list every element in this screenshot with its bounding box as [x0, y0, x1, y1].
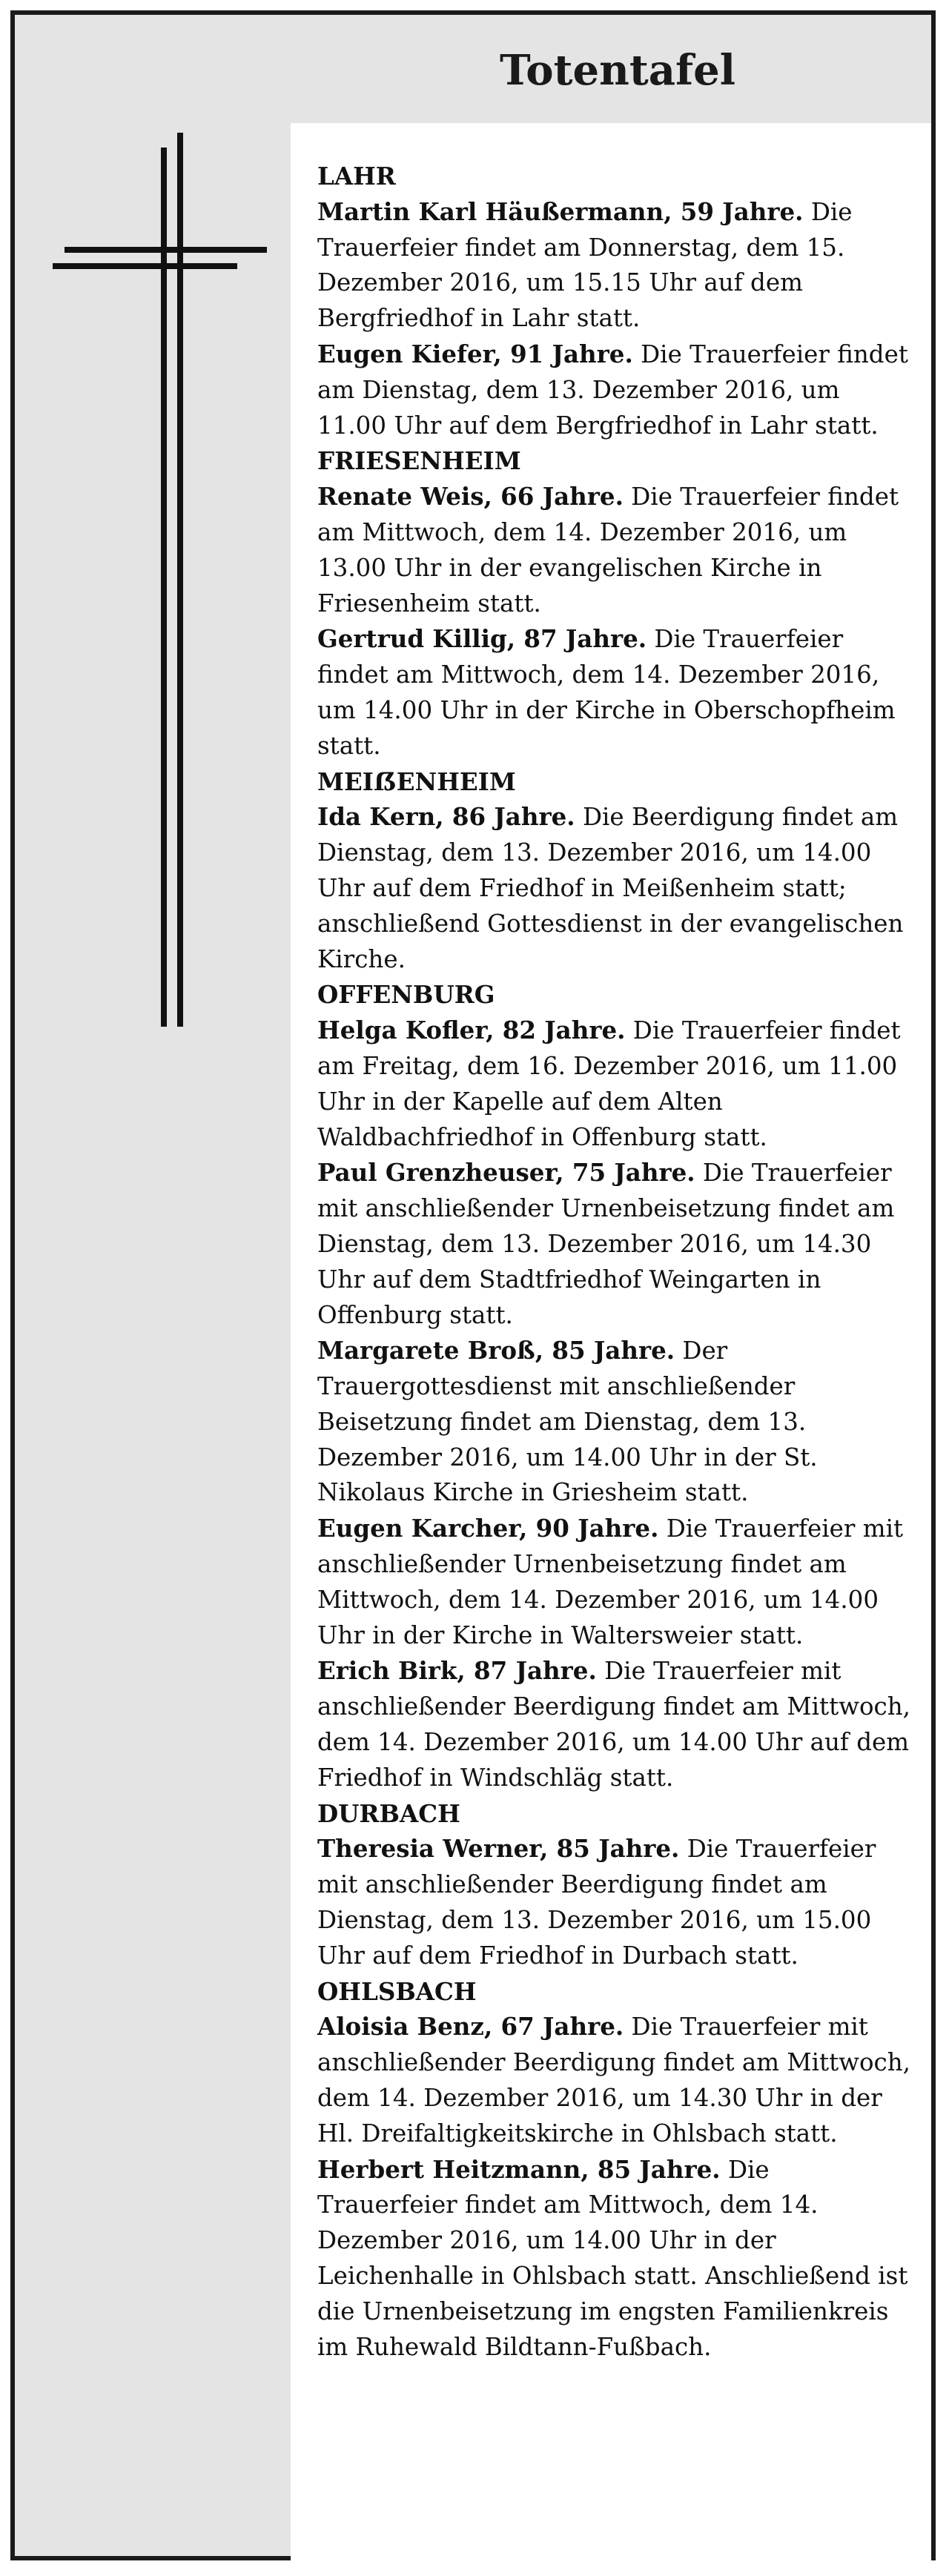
place-heading: LAHR — [317, 162, 396, 191]
entry-text: Die Trauerfeier mit anschließender Beerdigung findet am Mittwoch, dem 14. Dezember 2016, um 14.00 Uhr auf dem Friedhof in Windschläg statt. — [317, 1657, 911, 1792]
deceased-name: Gertrud Killig, 87 Jahre. — [317, 624, 647, 654]
deceased-name: Eugen Kiefer, 91 Jahre. — [317, 339, 633, 368]
place-heading: MEIẞENHEIM — [317, 766, 516, 796]
entry-text: Der Trauergottesdienst mit anschließender Beisetzung findet am Dienstag, dem 13. Dezember 2016, um 14.00 Uhr in der St. Nikolaus Kirche in Griesheim statt. — [317, 1337, 818, 1507]
obituary-entry — [317, 1013, 912, 1155]
entry-text: Die Trauerfeier findet am Mittwoch, dem 14. Dezember 2016, um 14.00 Uhr in der Leichenhalle in Ohlsbach statt. Anschließend ist die Urnenbeisetzung im engsten Familienkreis im Ruhewald Bildtann-Fußbach. — [317, 2155, 908, 2361]
obituary-list — [291, 123, 931, 2560]
deceased-name: Aloisia Benz, 67 Jahre. — [317, 2012, 624, 2042]
entry-text: Die Trauerfeier findet am Donnerstag, dem 15. Dezember 2016, um 15.15 Uhr auf dem Bergfriedhof in Lahr statt. — [317, 197, 853, 333]
deceased-name: Paul Grenzheuser, 75 Jahre. — [317, 1158, 695, 1188]
cross-icon — [49, 122, 271, 1042]
deceased-name: Theresia Werner, 85 Jahre. — [317, 1834, 680, 1864]
deceased-name: Margarete Broß, 85 Jahre. — [317, 1336, 675, 1365]
place-heading: DURBACH — [317, 1798, 460, 1828]
obituary-entry — [317, 1155, 912, 1333]
deceased-name: Erich Birk, 87 Jahre. — [317, 1656, 597, 1686]
entry-text: Die Trauerfeier findet am Dienstag, dem 13. Dezember 2016, um 11.00 Uhr auf dem Bergfriedhof in Lahr statt. — [317, 340, 908, 440]
obituary-board — [10, 10, 936, 2560]
obituary-entry — [317, 2152, 912, 2365]
deceased-name: Renate Weis, 66 Jahre. — [317, 482, 624, 511]
deceased-name: Helga Kofler, 82 Jahre. — [317, 1016, 626, 1045]
deceased-name: Eugen Karcher, 90 Jahre. — [317, 1514, 659, 1543]
deceased-name: Ida Kern, 86 Jahre. — [317, 802, 575, 832]
obituary-entry — [317, 1333, 912, 1511]
entry-text: Die Trauerfeier mit anschließender Urnenbeisetzung findet am Dienstag, dem 13. Dezember 2016, um 14.30 Uhr auf dem Stadtfriedhof Weingarten in Offenburg statt. — [317, 1159, 895, 1329]
entry-text: Die Trauerfeier findet am Mittwoch, dem 14. Dezember 2016, um 13.00 Uhr in der evangelischen Kirche in Friesenheim statt. — [317, 483, 899, 617]
entry-text: Die Trauerfeier findet am Mittwoch, dem 14. Dezember 2016, um 14.00 Uhr in der Kirche in Oberschopfheim statt. — [317, 625, 896, 760]
deceased-name: Herbert Heitzmann, 85 Jahre. — [317, 2154, 721, 2184]
obituary-entry — [317, 1511, 912, 1653]
place-heading: OHLSBACH — [317, 1976, 477, 2006]
obituary-entry — [317, 1831, 912, 1973]
obituary-entry — [317, 621, 912, 764]
entry-text: Die Trauerfeier mit anschließender Urnenbeisetzung findet am Mittwoch, dem 14. Dezember 2016, um 14.00 Uhr in der Kirche in Waltersweier statt. — [317, 1514, 904, 1649]
entry-text: Die Beerdigung findet am Dienstag, dem 13. Dezember 2016, um 14.00 Uhr auf dem Friedhof in Meißenheim statt; anschließend Gottesdienst in der evangelischen Kirche. — [317, 803, 904, 973]
page-title: Totentafel — [500, 46, 735, 95]
place-heading: FRIESENHEIM — [317, 446, 521, 476]
obituary-entry — [317, 1653, 912, 1795]
obituary-entry — [317, 2009, 912, 2151]
entry-text: Die Trauerfeier mit anschließender Beerdigung findet am Mittwoch, dem 14. Dezember 2016, um 14.30 Uhr in der Hl. Dreifaltigkeitskirche in Ohlsbach statt. — [317, 2013, 911, 2148]
entry-text: Die Trauerfeier findet am Freitag, dem 16. Dezember 2016, um 11.00 Uhr in der Kapelle auf dem Alten Waldbachfriedhof in Offenburg statt. — [317, 1016, 901, 1151]
place-heading: OFFENBURG — [317, 980, 495, 1010]
deceased-name: Martin Karl Häußermann, 59 Jahre. — [317, 196, 804, 226]
obituary-entry — [317, 337, 912, 443]
obituary-entry — [317, 799, 912, 977]
obituary-entry — [317, 194, 912, 337]
obituary-entry — [317, 479, 912, 621]
entry-text: Die Trauerfeier mit anschließender Beerdigung findet am Dienstag, dem 13. Dezember 2016, um 15.00 Uhr auf dem Friedhof in Durbach statt. — [317, 1835, 876, 1970]
